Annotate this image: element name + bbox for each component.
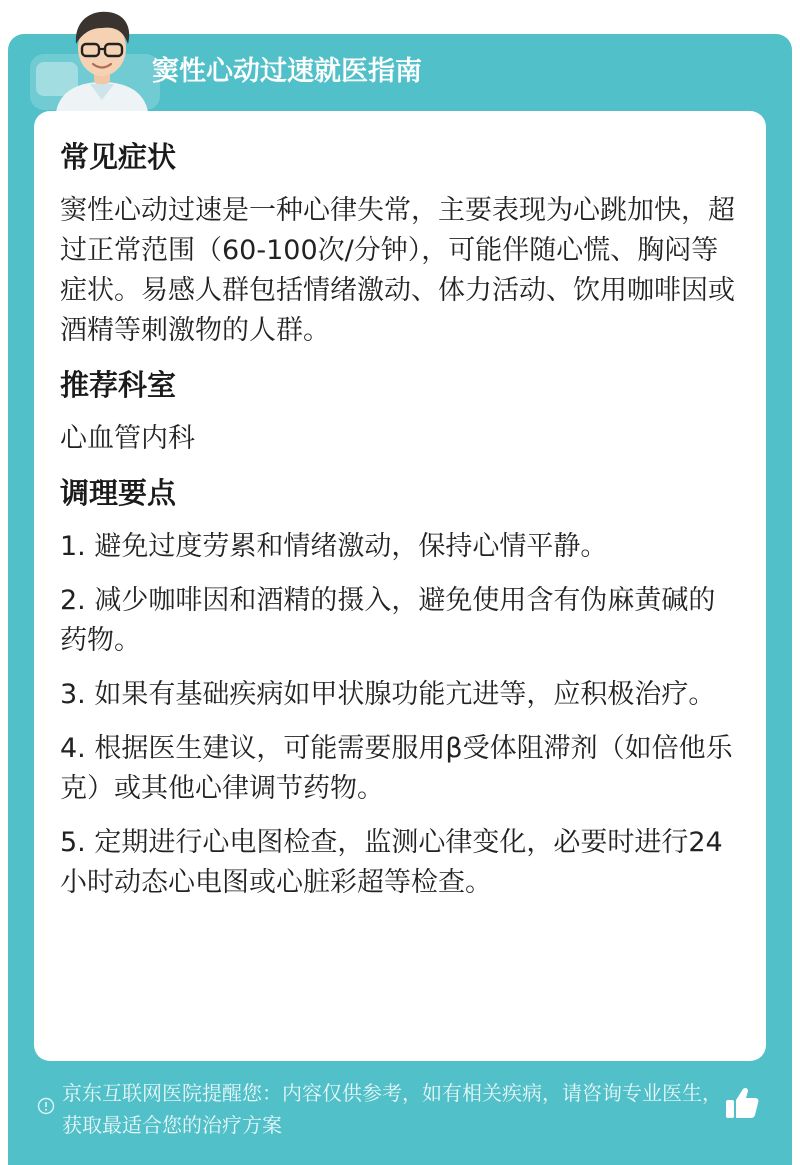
doctor-avatar-icon: [46, 4, 158, 112]
symptoms-text: 窦性心动过速是一种心律失常，主要表现为心跳加快，超过正常范围（60-100次/分钟），可能伴随心慌、胸闷等症状。易感人群包括情绪激动、体力活动、饮用咖啡因或酒精等刺激物的人群。: [60, 195, 735, 346]
disclaimer-text: 京东互联网医院提醒您：内容仅供参考，如有相关疾病，请咨询专业医生，获取最适合您的治疗方案: [62, 1081, 722, 1137]
section-title-department: 推荐科室: [60, 368, 177, 402]
care-item: 5. 定期进行心电图检查，监测心律变化，必要时进行24小时动态心电图或心脏彩超等检查。: [60, 827, 723, 898]
content-card: [34, 111, 766, 1061]
page-title: 窦性心动过速就医指南: [152, 56, 422, 87]
care-item: 2. 减少咖啡因和酒精的摄入，避免使用含有伪麻黄碱的药物。: [60, 585, 716, 656]
care-item: 3. 如果有基础疾病如甲状腺功能亢进等，应积极治疗。: [60, 679, 716, 710]
section-title-symptoms: 常见症状: [60, 140, 177, 174]
section-title-care: 调理要点: [60, 476, 177, 510]
care-item: 4. 根据医生建议，可能需要服用β受体阻滞剂（如倍他乐克）或其他心律调节药物。: [60, 733, 733, 804]
care-item: 1. 避免过度劳累和情绪激动，保持心情平静。: [60, 531, 608, 562]
info-icon: [37, 1097, 55, 1115]
thumbs-up-icon[interactable]: [724, 1086, 760, 1120]
department-text: 心血管内科: [60, 423, 195, 454]
